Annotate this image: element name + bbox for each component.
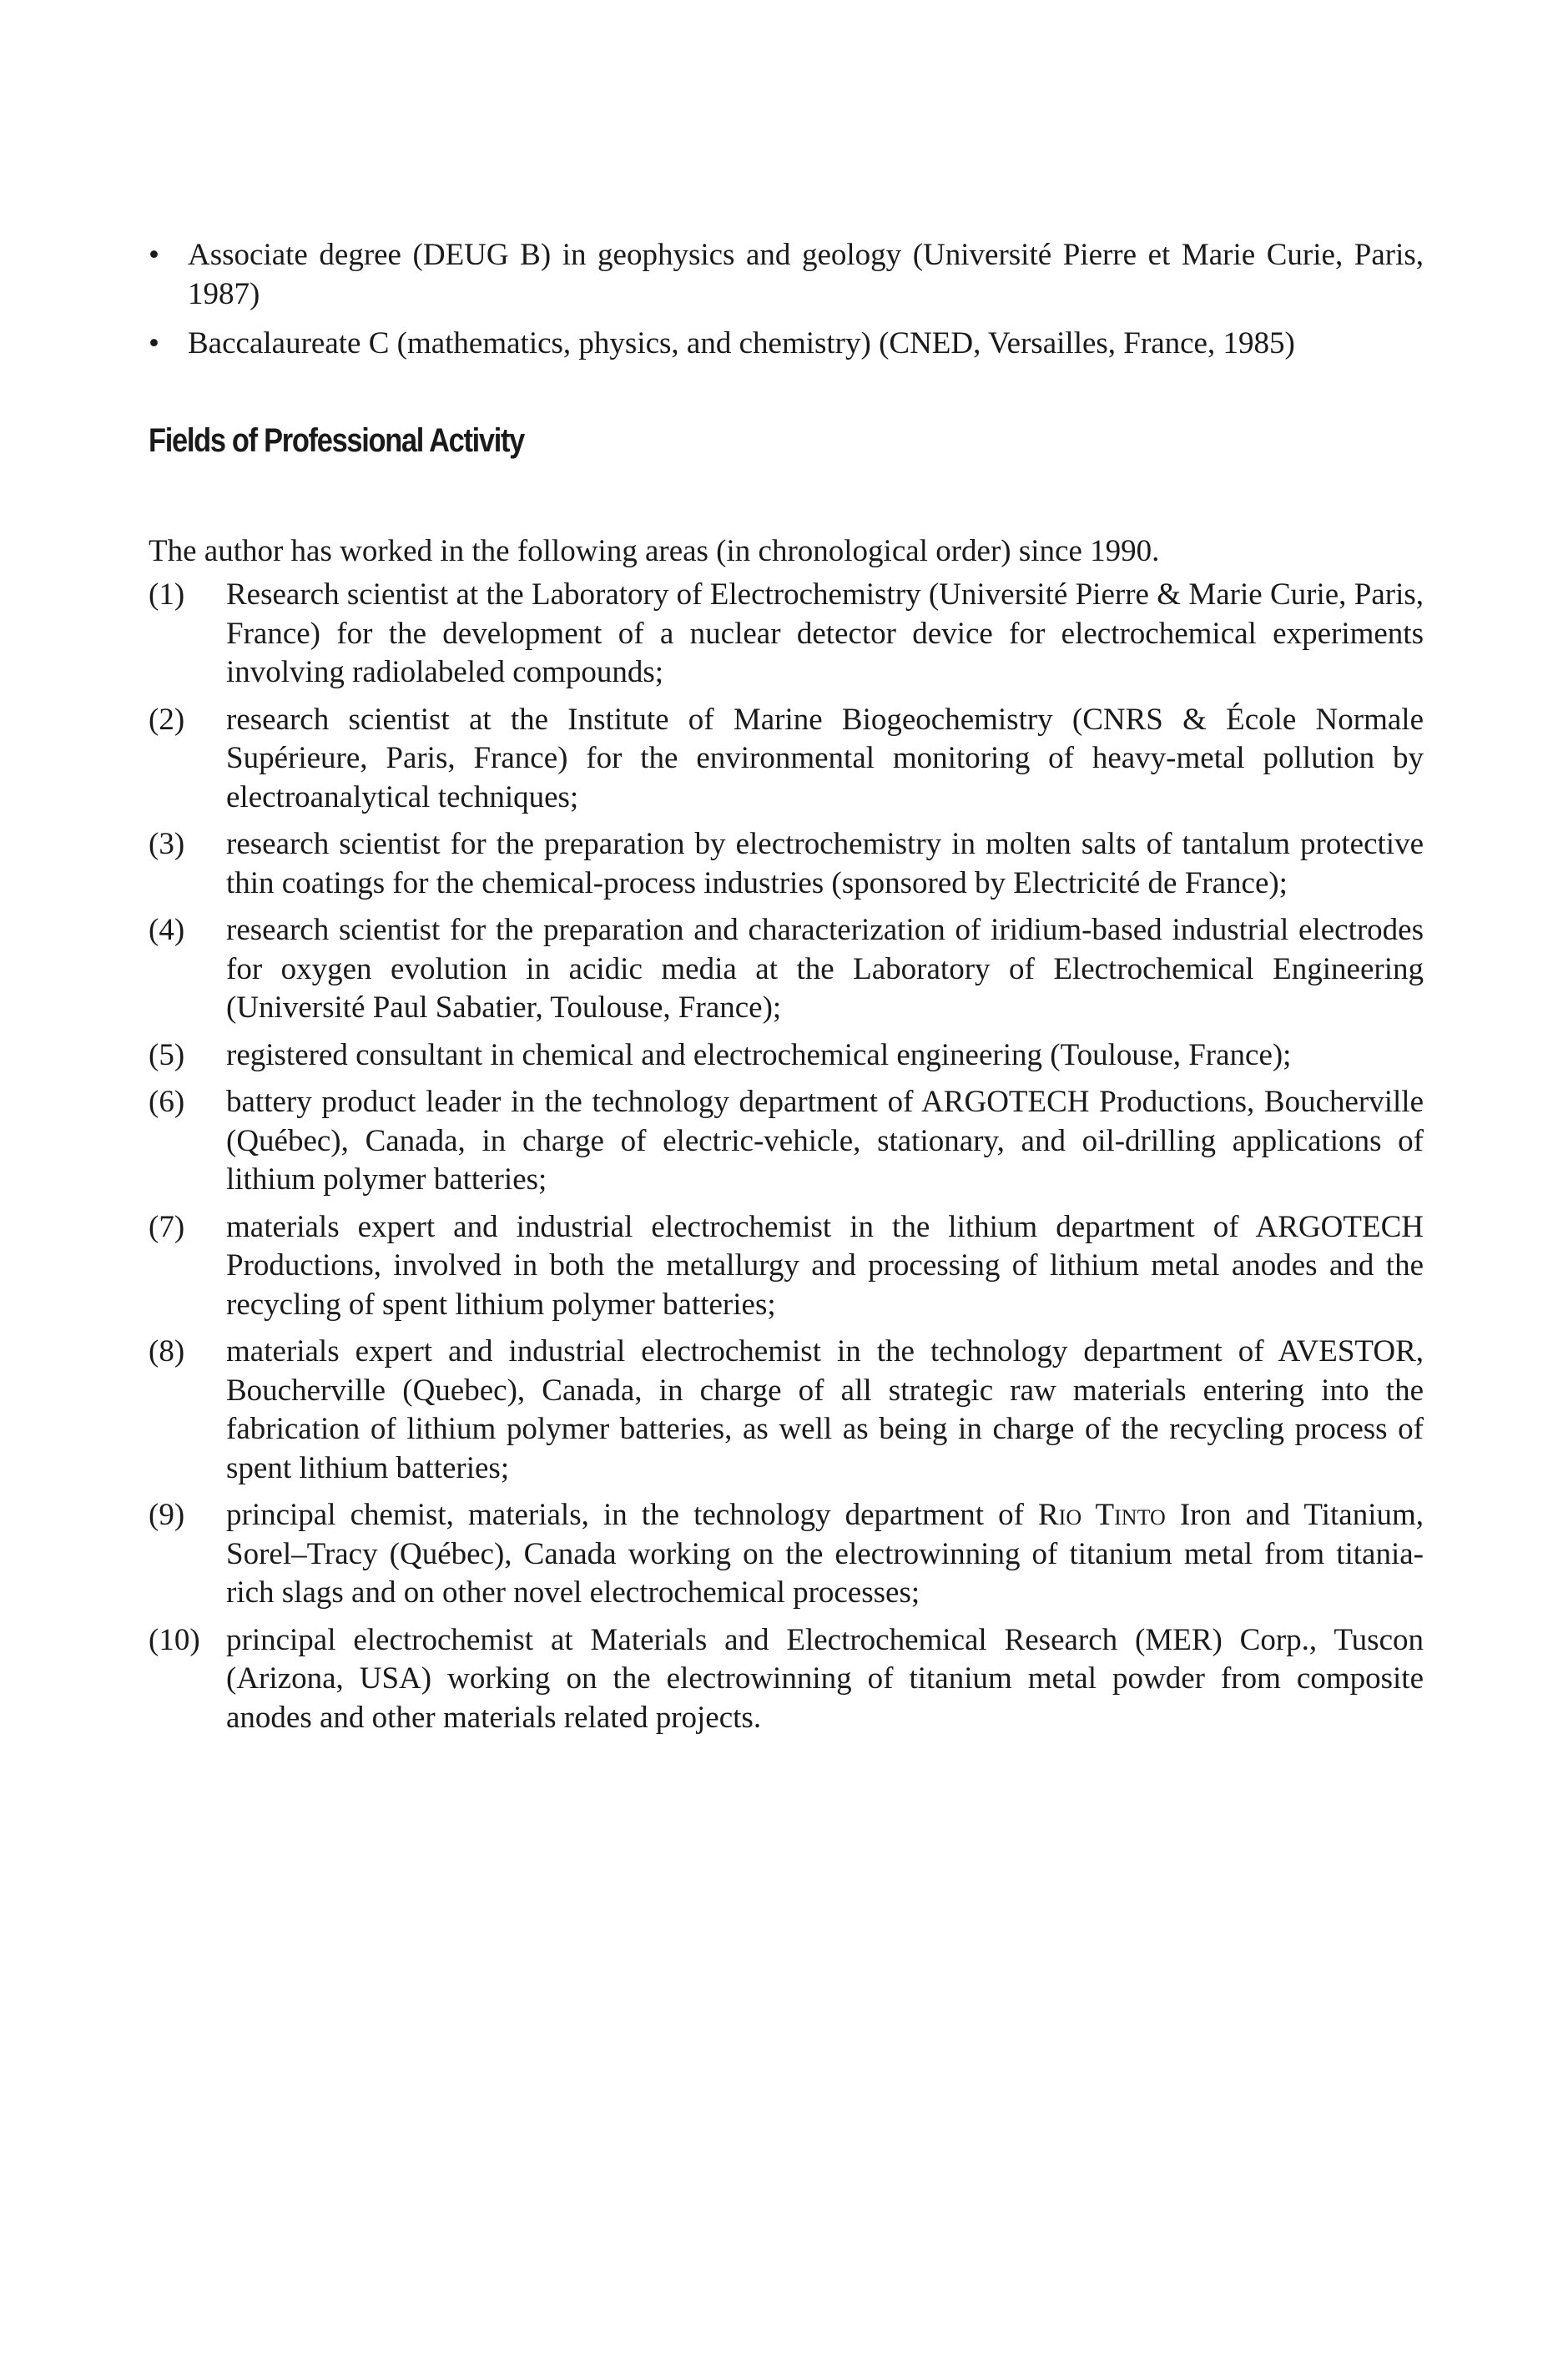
activity-text: research scientist for the preparation by electrochemistry in molten salts of tantalum protective thin coatings for the chemical-process industries (sponsored by Electricité de France);: [226, 827, 1424, 900]
activity-item: [149, 825, 1424, 903]
activity-number: (6): [149, 1085, 185, 1119]
activity-text-before: principal chemist, materials, in the technology department of: [226, 1498, 1038, 1532]
activity-number: (1): [149, 577, 185, 612]
activity-item: [149, 1621, 1424, 1738]
activity-item: [149, 576, 1424, 693]
education-item: [149, 324, 1424, 363]
activity-text: materials expert and industrial electrochemist in the technology department of AVESTOR, Boucherville (Quebec), Canada, in charge of all strategic raw materials entering into the fabrication of lithium polymer batteries, as well as being in charge of the recycling process of spent lithium batteries;: [226, 1334, 1424, 1485]
activity-number: (10): [149, 1622, 200, 1657]
activity-item: [149, 701, 1424, 818]
activity-text: research scientist for the preparation and characterization of iridium-based industrial electrodes for oxygen evolution in acidic media at the Laboratory of Electrochemical Engineering (Université Paul Sabatier, Toulouse, France);: [226, 913, 1424, 1025]
activity-text: materials expert and industrial electrochemist in the lithium department of ARGOTECH Productions, involved in both the metallurgy and processing of lithium metal anodes and the recycling of spent lithium polymer batteries;: [226, 1209, 1424, 1322]
activity-text-after: Iron and Titanium, Sorel–Tracy (Québec), Canada working on the electrowinning of titanium metal from titania-rich slags and on other novel electrochemical processes;: [226, 1498, 1424, 1610]
bullet-icon: •: [149, 238, 159, 272]
bullet-icon: •: [149, 326, 159, 360]
activity-item: [149, 1083, 1424, 1200]
activity-text: principal electrochemist at Materials and Electrochemical Research (MER) Corp., Tuscon (Arizona, USA) working on the electrowinning of titanium metal powder from composite anodes and other materials related projects.: [226, 1622, 1424, 1735]
activity-item: [149, 1208, 1424, 1325]
activity-number: (2): [149, 702, 185, 737]
activity-text: Research scientist at the Laboratory of Electrochemistry (Université Pierre & Marie Curie, Paris, France) for the development of a nuclear detector device for electrochemical experiments involving radiolabeled compounds;: [226, 577, 1424, 689]
activity-text: registered consultant in chemical and electrochemical engineering (Toulouse, France);: [226, 1037, 1292, 1072]
activity-number: (9): [149, 1498, 185, 1532]
education-item: [149, 235, 1424, 314]
section-intro: The author has worked in the following areas (in chronological order) since 1990.: [149, 534, 1160, 568]
activity-number: (5): [149, 1037, 185, 1072]
activity-item: [149, 1496, 1424, 1613]
activity-number: (7): [149, 1209, 185, 1244]
activity-text: research scientist at the Institute of Marine Biogeochemistry (CNRS & École Normale Supérieure, Paris, France) for the environmental monitoring of heavy-metal pollution by electroanalytical techniques;: [226, 702, 1424, 814]
section-heading: Fields of Professional Activity: [149, 422, 525, 459]
activity-list: [149, 576, 1424, 1737]
document-page: [149, 235, 1424, 1746]
activity-number: (4): [149, 913, 185, 947]
activity-text: battery product leader in the technology department of ARGOTECH Productions, Boucherville (Québec), Canada, in charge of electric-vehicle, stationary, and oil-drilling applications of lithium polymer batteries;: [226, 1085, 1424, 1197]
company-name-rio-tinto: Rio Tinto: [1038, 1498, 1166, 1532]
education-list: [149, 235, 1424, 363]
education-item-text: Associate degree (DEUG B) in geophysics and geology (Université Pierre et Marie Curie, Paris, 1987): [188, 238, 1424, 311]
activity-item: [149, 911, 1424, 1028]
education-item-text: Baccalaureate C (mathematics, physics, and chemistry) (CNED, Versailles, France, 1985): [188, 326, 1295, 360]
activity-item: [149, 1333, 1424, 1488]
activity-number: (3): [149, 827, 185, 861]
activity-number: (8): [149, 1334, 185, 1368]
activity-item: [149, 1036, 1424, 1076]
